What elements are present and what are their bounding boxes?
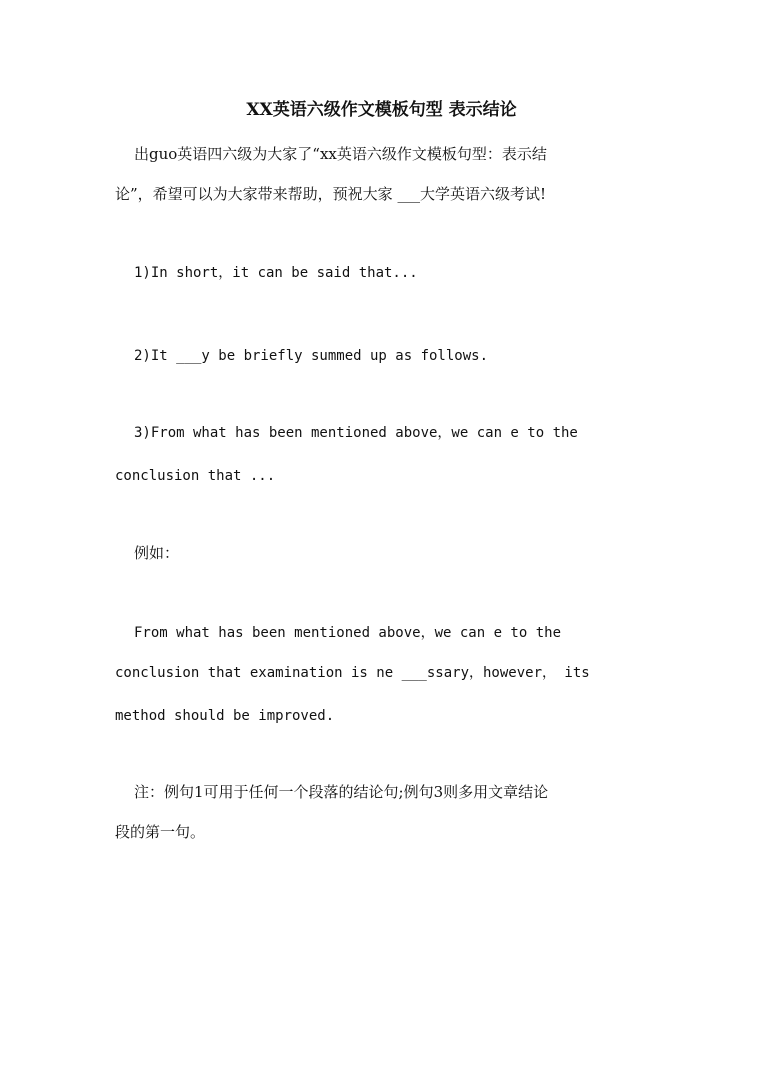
example-line-3: method should be improved.	[115, 708, 335, 724]
note-line-2: 段的第一句。	[115, 823, 206, 841]
intro-line-2: 论”，希望可以为大家带来帮助，预祝大家 ___大学英语六级考试!	[115, 185, 546, 203]
example-line-2: conclusion that examination is ne ___ssary，however， its	[115, 665, 590, 681]
note-line-1: 注：例句1可用于任何一个段落的结论句;例句3则多用文章结论	[134, 783, 549, 801]
example-line-1: From what has been mentioned above，we can e to the	[134, 625, 562, 641]
sentence-3-line-1: 3)From what has been mentioned above，we can e to the	[134, 425, 578, 441]
sentence-3-line-2: conclusion that ...	[115, 468, 276, 484]
sentence-1: 1)In short，it can be said that...	[134, 265, 418, 281]
example-label: 例如：	[134, 544, 180, 562]
sentence-2: 2)It ___y be briefly summed up as follows.	[134, 348, 489, 364]
document-title: XX英语六级作文模板句型 表示结论	[246, 100, 517, 120]
intro-line-1: 出guo英语四六级为大家了“xx英语六级作文模板句型：表示结	[134, 145, 547, 163]
